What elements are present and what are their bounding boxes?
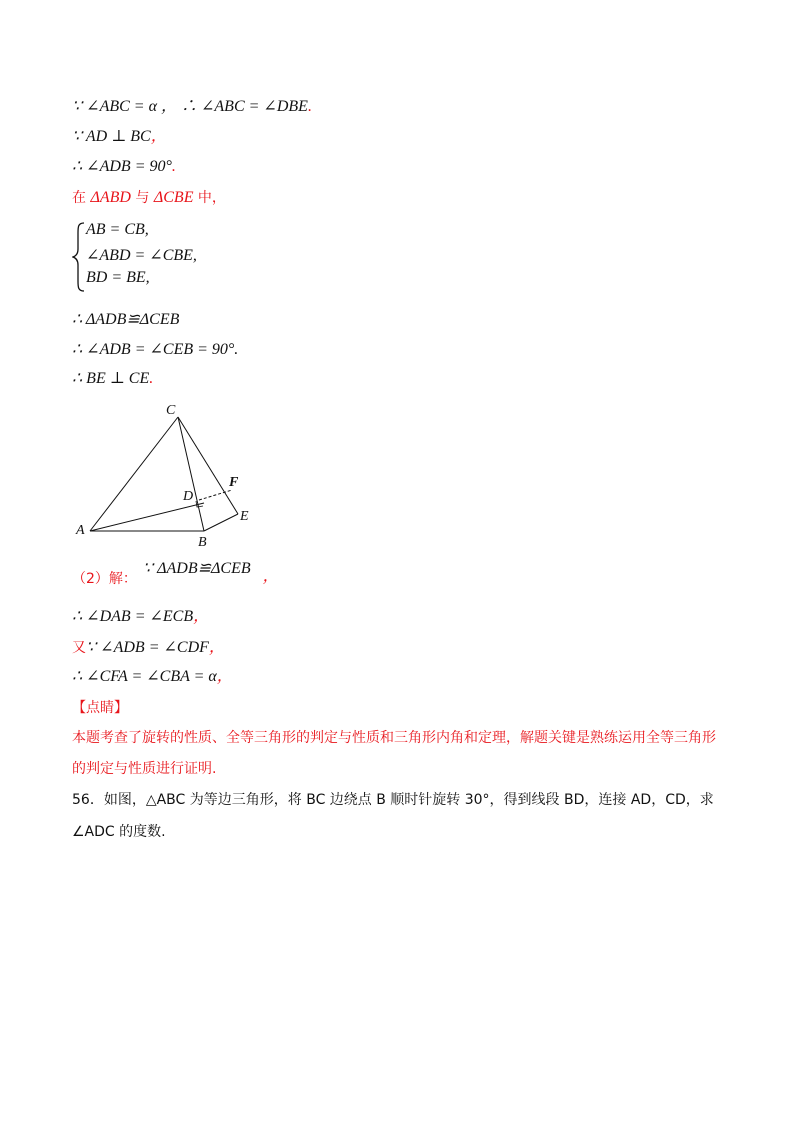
proof-line-1-text: ∵ ∠ABC = α ， ∴ ∠ABC = ∠DBE [72, 98, 308, 115]
label-d: D [183, 489, 194, 504]
label-c: C [166, 403, 176, 418]
proof-line-6: ∴ ∠ADB = ∠CEB = 90°. [72, 341, 239, 358]
proof-line-4-b: ΔCBE [153, 189, 194, 206]
proof-line-7-text: ∴ BE ⊥ CE [72, 370, 150, 387]
proof-line-8 [72, 560, 279, 587]
label-f: F [229, 475, 239, 490]
proof-line-10-tail: ， [208, 639, 225, 656]
segment-df-dashed [199, 490, 232, 500]
proof-line-5: ∴ ΔADB≌ΔCEB [72, 311, 180, 328]
proof-line-7-tail: . [149, 370, 154, 387]
system-row-1: AB = CB, [86, 221, 149, 238]
proof-line-9-text: ∴ ∠DAB = ∠ECB [72, 608, 194, 625]
proof-line-1-tail: . [307, 98, 312, 115]
system-row-2: ∠ABD = ∠CBE, [86, 247, 197, 264]
proof-line-2-tail: ， [150, 128, 167, 145]
proof-line-10-prefix: 又 [72, 640, 86, 656]
proof-line-10-text: ∵ ∠ADB = ∠CDF [86, 639, 209, 656]
problem-56-line-1 [72, 790, 714, 810]
proof-line-9 [72, 607, 209, 627]
proof-line-4-post: 中， [193, 190, 226, 206]
proof-line-3 [72, 157, 176, 177]
problem-56-line-2: ∠ADC 的度数. [72, 824, 166, 840]
proof-line-10 [72, 637, 225, 658]
proof-line-4-mid: 与 [130, 190, 154, 206]
proof-line-4-pre: 在 [72, 190, 91, 206]
proof-line-11-text: ∴ ∠CFA = ∠CBA = α [72, 668, 217, 685]
segment-be [204, 514, 238, 531]
label-e: E [240, 509, 249, 524]
system-row-3: BD = BE, [86, 269, 150, 286]
proof-line-4-a: ΔABD [90, 189, 131, 206]
equation-system [72, 221, 272, 293]
proof-line-8-tail: ， [262, 568, 279, 585]
problem-text-1: 如图，△ABC 为等边三角形，将 BC 边绕点 B 顺时针旋转 30°，得到线段 BD，连接 AD，CD，求 [103, 792, 714, 808]
left-brace-icon [72, 221, 86, 293]
part-2-prefix: （2）解： [72, 571, 137, 587]
comment-heading: 【点睛】 [72, 700, 128, 716]
proof-line-3-tail: . [171, 158, 176, 175]
comment-line-2: 的判定与性质进行证明. [72, 761, 217, 777]
proof-line-9-tail: ， [193, 608, 210, 625]
proof-line-11-tail: ， [216, 668, 233, 685]
proof-line-3-text: ∴ ∠ADB = 90° [72, 158, 172, 175]
proof-line-7 [72, 369, 153, 389]
proof-line-8-text: ∵ ΔADB≌ΔCEB [142, 560, 251, 577]
segment-ab [90, 503, 204, 531]
segment-ac [90, 417, 178, 531]
proof-line-4 [72, 187, 226, 208]
proof-line-2 [72, 127, 167, 147]
proof-line-1 [72, 97, 312, 117]
segment-cb [178, 417, 204, 531]
geometry-figure [72, 398, 262, 548]
problem-number: 56． [72, 792, 104, 808]
label-b: B [198, 535, 207, 548]
label-a: A [76, 523, 85, 538]
proof-line-11 [72, 667, 233, 687]
proof-line-2-text: ∵ AD ⊥ BC [72, 128, 151, 145]
comment-line-1: 本题考查了旋转的性质、全等三角形的判定与性质和三角形内角和定理，解题关键是熟练运用全等三角形 [72, 730, 716, 746]
